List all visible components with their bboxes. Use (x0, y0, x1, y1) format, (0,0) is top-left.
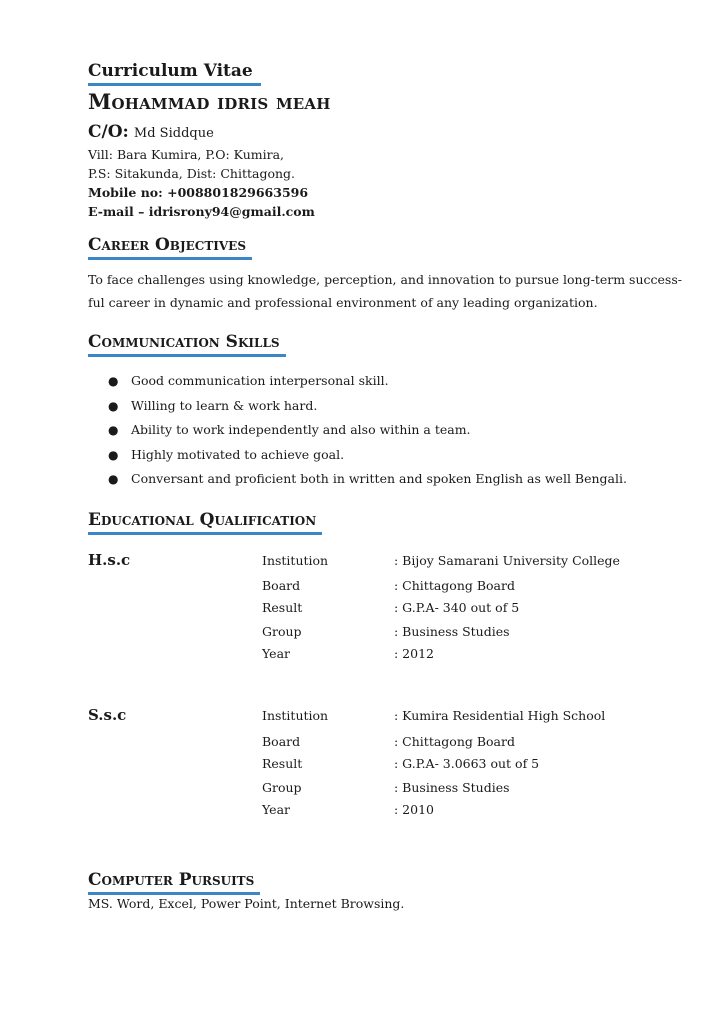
hsc-result-value: : G.P.A- 340 out of 5 (394, 600, 520, 615)
hsc-board-label: Board (262, 578, 301, 593)
bullet-icon: ● (108, 447, 119, 462)
list-item: ● Good communication interpersonal skill. (108, 370, 627, 395)
hsc-group-value: : Business Studies (394, 624, 510, 639)
ssc-institution-value: : Kumira Residential High School (394, 708, 606, 723)
ssc-board-value: : Chittagong Board (394, 734, 515, 749)
ssc-result-value: : G.P.A- 3.0663 out of 5 (394, 756, 540, 771)
hsc-year-value: : 2012 (394, 646, 434, 661)
hsc-group-label: Group (262, 624, 302, 639)
ssc-level: S.s.c (88, 706, 127, 724)
ssc-year-value: : 2010 (394, 802, 434, 817)
ssc-year-label: Year (262, 802, 290, 817)
document-label: Curriculum Vitae (88, 61, 261, 86)
hsc-level: H.s.c (88, 551, 131, 569)
hsc-institution-label: Institution (262, 553, 329, 568)
hsc-result-label: Result (262, 600, 303, 615)
care-of-label: C/O: (88, 122, 129, 142)
educational-qualification-heading: Educational Qualification (88, 510, 322, 535)
list-item: ● Conversant and proficient both in written and spoken English as well Bengali. (108, 468, 627, 493)
care-of-line (88, 122, 214, 142)
mobile-number: Mobile no: +008801829663596 (88, 185, 309, 200)
career-objectives-heading: Career Objectives (88, 235, 252, 260)
communication-skills-list (108, 370, 627, 493)
ssc-result-label: Result (262, 756, 303, 771)
address-line-2: P.S: Sitakunda, Dist: Chittagong. (88, 166, 296, 181)
list-item: ● Willing to learn & work hard. (108, 395, 627, 420)
bullet-icon: ● (108, 374, 119, 388)
ssc-board-label: Board (262, 734, 301, 749)
computer-pursuits-text: MS. Word, Excel, Power Point, Internet Browsing. (88, 896, 405, 911)
bullet-icon: ● (108, 398, 119, 413)
communication-skills-heading: Communication Skills (88, 332, 286, 357)
list-item: ● Ability to work independently and also within a team. (108, 419, 627, 444)
candidate-name: Mohammad idris meah (88, 89, 331, 114)
hsc-year-label: Year (262, 646, 290, 661)
ssc-group-value: : Business Studies (394, 780, 510, 795)
bullet-icon: ● (108, 472, 119, 487)
list-item: ● Highly motivated to achieve goal. (108, 444, 627, 469)
career-objectives-line-1: To face challenges using knowledge, perception, and innovation to pursue long-term success- (88, 272, 682, 287)
hsc-institution-value: : Bijoy Samarani University College (394, 553, 620, 568)
ssc-group-label: Group (262, 780, 302, 795)
hsc-board-value: : Chittagong Board (394, 578, 515, 593)
bullet-icon: ● (108, 423, 119, 438)
computer-pursuits-heading: Computer Pursuits (88, 870, 260, 895)
email-address: E-mail – idrisrony94@gmail.com (88, 204, 315, 219)
care-of-value: Md Siddque (133, 126, 214, 141)
ssc-institution-label: Institution (262, 708, 329, 723)
career-objectives-text (88, 268, 704, 314)
address-line-1: Vill: Bara Kumira, P.O: Kumira, (88, 147, 285, 162)
career-objectives-line-2: ful career in dynamic and professional environment of any leading organization. (88, 295, 598, 310)
